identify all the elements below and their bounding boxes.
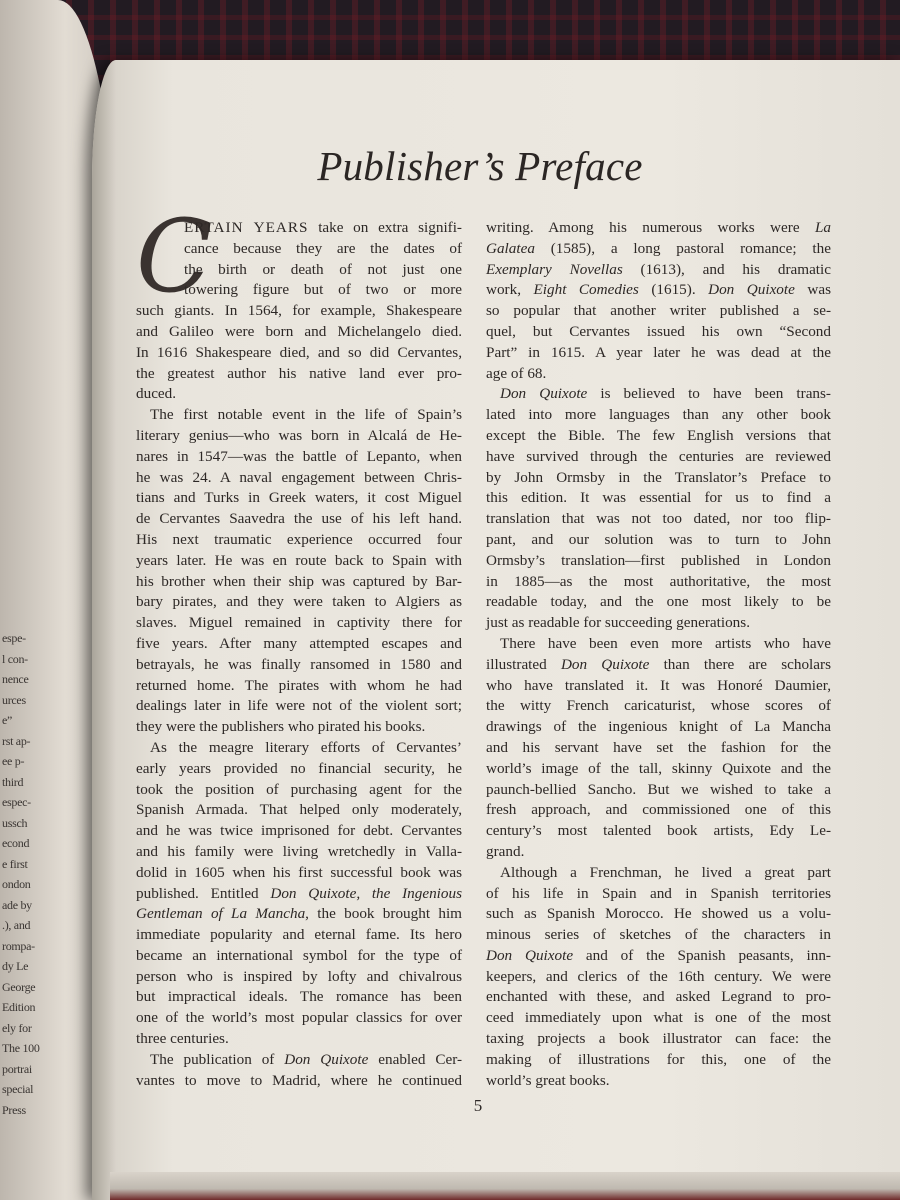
col_right-line-text: age of 68. [486,364,547,382]
col_right-line-text: making of illustrations for this, one of the [486,1050,831,1068]
col_right-line-text: except the Bible. The few English versions that [486,426,831,444]
col_right-line-text: writing. Among his numerous works were La [486,219,831,236]
col_left-line-text: person who is inspired by lofty and chivalrous [136,967,462,985]
col_right-line [486,509,831,530]
col_left-line [136,717,462,738]
col_left-line [136,551,462,572]
left-page-fragment: e first [2,856,28,871]
left-page-fragment: ely for [2,1020,32,1035]
col_right-line [486,1008,831,1029]
col_left-line [136,343,462,364]
col_left-line-text: his brother when their ship was captured by Bar- [136,572,462,590]
col_left-line-text: and his family were living wretchedly in Valla- [136,842,462,860]
page-number: 5 [473,1096,483,1115]
col_right-line [486,1050,831,1071]
col_right-line [486,530,831,551]
col_left-line-text: duced. [136,385,177,403]
col_left-line [136,260,462,281]
col_left-line [136,925,462,946]
col_left-line-text: early years provided no financial security, he [136,759,462,777]
col_right-line-text: who have translated it. It was Honoré Daumier, [486,676,831,694]
col_left-line-text: Gentleman of La Mancha, the book brought him [136,905,462,923]
col_left-line [136,592,462,613]
col_left-line [136,239,462,260]
col_right-line-text: world’s great books. [486,1071,610,1089]
left-page-fragment: dy Le [2,959,29,973]
col_left-line [136,322,462,343]
col_right-line-text: work, Eight Comedies (1615). Don Quixote was [486,281,831,299]
col_left-line-text: nares in 1547—was the battle of Lepanto, when [136,447,462,465]
col_right-line [486,488,831,509]
col_right-line-text: There have been even more artists who have [500,634,831,652]
col_left-line-text: and he was twice imprisoned for debt. Cervantes [136,822,462,840]
col_right-line [486,987,831,1008]
col_left-line [136,634,462,655]
col_right-line-text: Galatea (1585), a long pastoral romance; the [486,239,831,257]
col_left-line-text: took the position of purchasing agent for the [136,780,462,798]
col_right-line-text: pant, and our solution was to turn to John [486,530,831,548]
col_right-line-text: Don Quixote and of the Spanish peasants, inn- [486,946,831,964]
col_right-line-text: Don Quixote is believed to have been trans- [500,385,831,403]
col_left-line-text: dealings later in life were not of the violent sort; [136,697,462,715]
col_right-line [486,759,831,780]
col_right-line-text: in 1885—as the most authoritative, the most [486,572,831,590]
col_right-line-text: Part” in 1615. A year later he was dead at the [486,343,831,361]
col_right-line-text: grand. [486,842,525,860]
left-page-fragment: Press [2,1102,26,1117]
col_right-line [486,634,831,655]
col_right-line [486,780,831,801]
col_right-line-text: keepers, and clerics of the 16th century. We were [486,967,831,985]
col_left-line [136,280,462,301]
col_left-line-text: years later. He was en route back to Spain with [136,551,462,569]
col_left-line-text: The publication of Don Quixote enabled Cer- [150,1050,463,1068]
col_right-line [486,572,831,593]
col_right-line [486,717,831,738]
col_left-line [136,488,462,509]
col_left-line [136,1008,462,1029]
col_left-line [136,946,462,967]
col_right-line [486,904,831,925]
col_right-line-text: readable today, and the one most likely to be [486,593,831,611]
left-page-fragment: The 100 [2,1041,40,1055]
col_right-line-text: enchanted with these, and asked Legrand to pro- [486,988,831,1006]
col_right-line [486,1029,831,1050]
col_right-line [486,280,831,301]
col_right-line [486,364,831,385]
left-page-fragment: espe- [2,631,26,645]
col_right-line [486,218,831,239]
col_right-line [486,301,831,322]
col_left-line-text: cance because they are the dates of [184,239,462,257]
col_left-line [136,967,462,988]
col_left-line-text: de Cervantes Saavedra the use of his left hand. [136,510,462,528]
left-page-fragment: nence [2,672,29,686]
col_right-line [486,655,831,676]
col_right-line [486,239,831,260]
col_left-line-text: literary genius—who was born in Alcalá de He- [136,426,462,444]
col_right-line [486,738,831,759]
col_left-line-text: five years. After many attempted escapes and [136,634,462,652]
col_left-line-text: His next traumatic experience occurred four [136,530,462,548]
col_left-line-text: dolid in 1605 when his first successful book was [136,863,462,881]
col_right-line [486,884,831,905]
left-page-fragment: rst ap- [2,733,31,748]
col_left-line-text: and Galileo were born and Michelangelo died. [136,322,462,340]
col_left-line-text: published. Entitled Don Quixote, the Ingenious [136,884,462,902]
col_left-line-text: take on extra signifi- [318,219,462,236]
col_right-line [486,696,831,717]
col_left-line-text: he was 24. A naval engagement between Chris- [136,468,462,486]
col_right-line [486,468,831,489]
col_left-line [136,364,462,385]
col_left-line [136,426,462,447]
col_right-line-text: illustrated Don Quixote than there are scholars [486,655,831,673]
col_right-line [486,260,831,281]
col_right-line-text: by John Ormsby in the Translator’s Preface to [486,468,831,486]
col_right-line-text: century’s most talented book artists, Edy Le- [486,822,831,840]
col_left-line-text: one of the world’s most popular classics for over [136,1009,462,1027]
col_left-line [136,696,462,717]
col_right-line-text: fresh approach, and commissioned one of this [486,801,831,819]
col_right-line-text: have survived through the centuries are reviewed [486,447,831,465]
col_left-line [136,613,462,634]
col_right-line [486,800,831,821]
col_right-line-text: this edition. It was essential for us to find a [486,489,831,507]
col_right-line [486,967,831,988]
col_right-line-text: lated into more languages than any other book [486,406,831,424]
col_right-line [486,384,831,405]
col_left-line-text: towering figure but of two or more [184,281,462,299]
col_right-line-text: of his life in Spain and in Spanish territories [486,884,831,902]
col_right-line-text: drawings of the ingenious knight of La Mancha [486,718,831,736]
col_left-line-text: the greatest author his native land ever pro- [136,364,462,382]
drop-cap: C [136,198,213,315]
col_right-line [486,405,831,426]
col_left-line-text: betrayals, he was finally ransomed in 1580 and [136,655,462,673]
col_left-line [136,655,462,676]
col_left-line [136,1071,462,1092]
col_left-line [136,738,462,759]
lead-smallcaps: ERTAIN YEARS [184,219,309,236]
col_left-line-text: but impractical ideals. The romance has been [136,988,462,1006]
col_left-line-text: vantes to move to Madrid, where he continued [136,1071,462,1089]
left-page-fragment: ade by [2,897,32,912]
col_right-line-text: Although a Frenchman, he lived a great part [500,863,831,881]
left-page-fragment: .), and [2,918,31,932]
col_left-line [136,863,462,884]
col_right-line [486,676,831,697]
col_left-line-text: became an international symbol for the type of [136,946,462,964]
col_left-line-text: immediate popularity and eternal fame. Its hero [136,926,462,944]
col_right-line-text: just as readable for succeeding generations. [486,614,750,632]
col_left-line-text: the birth or death of not just one [184,260,462,278]
col_left-line-text: The first notable event in the life of Spain’s [150,406,462,424]
col_left-line [136,842,462,863]
col_left-line-text: As the meagre literary efforts of Cervantes’ [150,738,462,756]
col_left-line [136,301,462,322]
col_right-line-text: minous series of sketches of the characters in [486,926,831,944]
col_right-line [486,821,831,842]
col_right-line [486,322,831,343]
left-page-fragment: third [2,774,24,789]
col_left-line [136,904,462,925]
col_right-line [486,842,831,863]
col_left-line [136,1029,462,1050]
col_right-line [486,447,831,468]
col_right-line [486,1071,831,1092]
col_left-line-text: In 1616 Shakespeare died, and so did Cervantes, [136,343,462,361]
col_left-line [136,405,462,426]
col_right-line [486,863,831,884]
left-page-fragment: special [2,1082,34,1096]
col_left-line-text: tians and Turks in Greek waters, it cost Miguel [136,489,462,507]
left-page-fragment: l con- [2,651,28,666]
col_left-line-text: such giants. In 1564, for example, Shakespeare [136,302,462,320]
col_right-line-text: ceed immediately upon what is one of the most [486,1009,831,1027]
left-page-fragment: portrai [2,1061,32,1076]
left-page-fragment: ee p- [2,754,25,768]
page-bottom-edge [110,1172,900,1200]
col_right-line-text: quel, but Cervantes issued his own “Second [486,322,831,340]
right-column [486,218,831,1091]
col_left-line [136,447,462,468]
col_left-line-text: slaves. Miguel remained in captivity there for [136,614,462,632]
col_right-line-text: the witty French caricaturist, whose scores of [486,697,831,715]
col_right-line-text: Ormsby’s translation—first published in London [486,551,831,569]
col_left-line [136,987,462,1008]
col_left-line-text: they were the publishers who pirated his books. [136,718,426,736]
col_left-line [136,780,462,801]
col_right-line-text: world’s image of the tall, skinny Quixote and the [486,759,831,777]
left-page-fragment: rompa- [2,938,35,953]
col_right-line-text: and his servant have set the fashion for the [486,738,831,756]
col_left-line [136,384,462,405]
col_left-line [136,468,462,489]
col_right-line [486,613,831,634]
col_right-line [486,343,831,364]
left-page-fragment: Edition [2,1000,36,1014]
left-page-fragment: espec- [2,795,31,809]
col_right-line [486,925,831,946]
col_left-line [136,572,462,593]
col_right-line-text: Exemplary Novellas (1613), and his dramatic [486,260,831,278]
col_right-line [486,946,831,967]
col_right-line [486,426,831,447]
left-column [136,218,462,1091]
left-page-fragment: George [2,979,36,994]
col_left-line-text: returned home. The pirates with whom he had [136,676,462,694]
left-page-fragment: ussch [2,815,28,830]
col_left-line [136,821,462,842]
left-page-fragment: urces [2,692,26,707]
col_right-line-text: translation that was not too dated, nor too flip- [486,510,831,528]
col_right-line [486,592,831,613]
left-page-fragment: e” [2,713,13,727]
col_left-line-text: bary pirates, and they were taken to Algiers as [136,593,462,611]
col_right-line-text: paunch-bellied Sancho. But we wished to take a [486,780,831,798]
col_right-line-text: such as Spanish Morocco. He showed us a volu- [486,905,831,923]
col_left-line [136,800,462,821]
col_left-line [136,1050,462,1071]
col_left-line [136,509,462,530]
col_left-line [136,218,462,239]
col_left-line [136,676,462,697]
col_left-line [136,530,462,551]
col_left-line-text: three centuries. [136,1030,229,1048]
col_right-line-text: taxing projects a book illustrator can face: the [486,1030,831,1048]
left-page-fragment: ondon [2,877,31,891]
col_left-line-text: Spanish Armada. That helped only moderately, [136,801,462,819]
col_right-line [486,551,831,572]
col_right-line-text: so popular that another writer published a se- [486,302,831,320]
col_left-line [136,759,462,780]
left-page-fragment: econd [2,836,30,850]
col_left-line [136,884,462,905]
page-title: Publisher’s Preface [317,143,643,189]
